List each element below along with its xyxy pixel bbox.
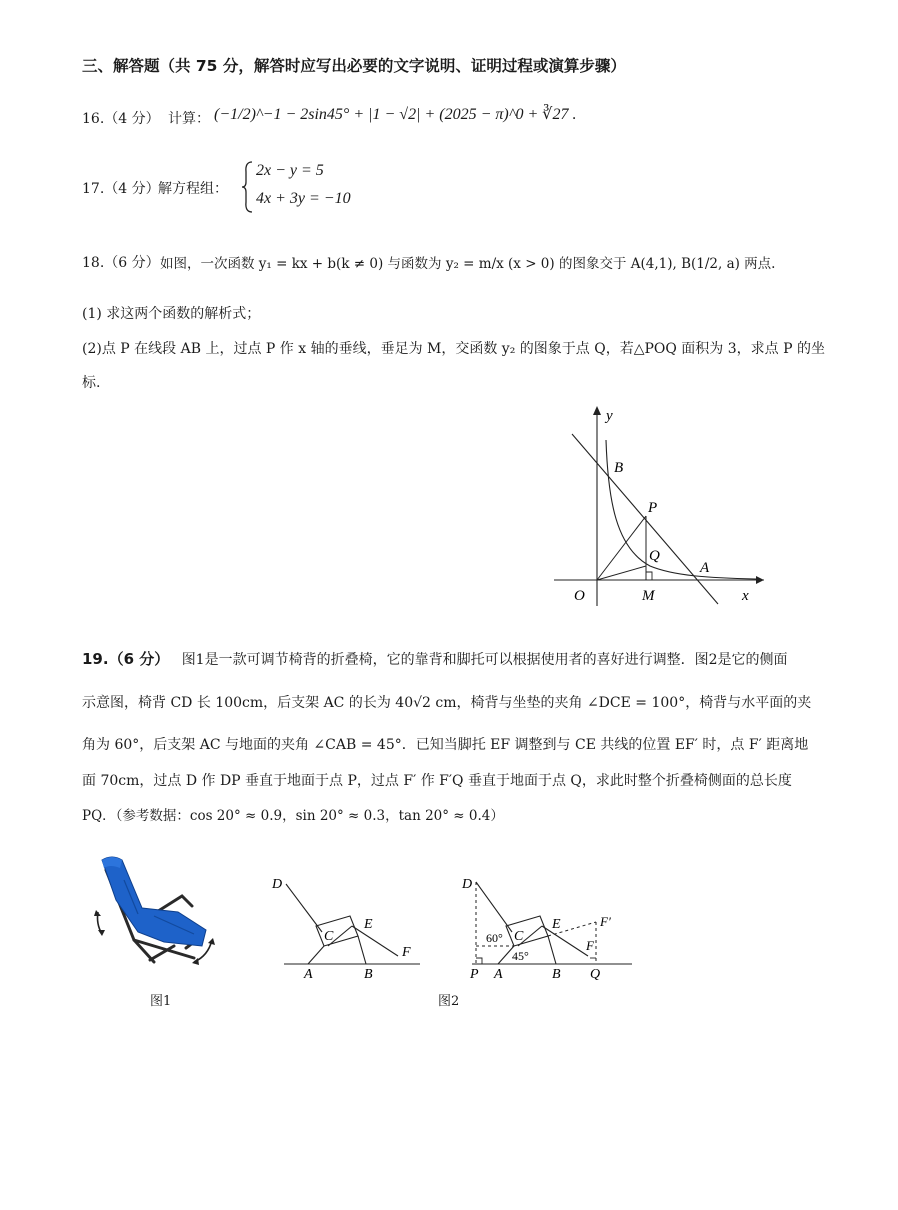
fig-b-label-q: Q <box>590 967 601 980</box>
line-ab <box>572 434 718 604</box>
label-b: B <box>614 460 624 476</box>
q19-line4: 面 70cm，过点 D 作 DP 垂直于地面于点 P，过点 F′ 作 F′Q 垂直于地面于点 Q，求此时整个折叠椅侧面的总长度 <box>82 773 792 789</box>
fig-b-label-f: F <box>586 938 594 953</box>
q16-expression: (−1/2)^−1 − 2sin45° + |1 − √2| + (2025 − π)^0 + ∛27 . <box>214 106 577 123</box>
x-axis-arrow-icon <box>756 576 764 584</box>
q17-equation-2: 4x + 3y = −10 <box>256 190 351 207</box>
q19-line1-text: 图1是一款可调节椅背的折叠椅，它的靠背和脚托可以根据使用者的喜好进行调整．图2是它的侧面 <box>181 652 788 668</box>
label-y: y <box>606 408 613 424</box>
label-p: P <box>648 500 658 516</box>
fig-a-label-d: D <box>272 877 283 892</box>
fig-a-label-e: E <box>364 917 373 932</box>
fig-a-label-a: A <box>304 967 313 980</box>
label-q: Q <box>649 548 660 564</box>
fig2-caption: 图2 <box>438 994 460 1009</box>
fig1-caption: 图1 <box>150 994 172 1009</box>
fig-b-angle-60: 60° <box>486 931 503 945</box>
right-angle-mark-icon <box>646 572 652 580</box>
q16-prompt: 计算： <box>168 111 210 127</box>
q16-number: 16.（4 分） <box>82 111 160 127</box>
hyperbola-curve <box>606 440 756 579</box>
fig-b-label-f-prime: F′ <box>600 914 611 929</box>
q18-part2: (2)点 P 在线段 AB 上，过点 P 作 x 轴的垂线，垂足为 M，交函数 y₂ 的图象于点 Q，若△POQ 面积为 3，求点 P 的坐 <box>82 341 825 357</box>
fig-a-label-f: F <box>402 945 411 960</box>
segment-op <box>597 516 646 580</box>
q19-line5: PQ．（参考数据：cos 20° ≈ 0.9，sin 20° ≈ 0.3，tan 20° ≈ 0.4） <box>82 808 504 824</box>
backrest-dc <box>286 884 322 932</box>
q19-line3: 角为 60°，后支架 AC 与地面的夹角 ∠CAB = 45°．已知当脚托 EF 调整到与 CE 共线的位置 EF′ 时，点 F′ 距离地 <box>82 737 809 753</box>
fig-b-label-c: C <box>514 929 524 944</box>
fig-b-label-a: A <box>494 967 503 980</box>
q18-part2-end: 标. <box>82 375 101 391</box>
label-m: M <box>642 588 655 604</box>
q17-number: 17.（4 分） <box>82 181 160 197</box>
seat-panel <box>316 916 358 946</box>
q18-part1: (1) 求这两个函数的解析式； <box>82 306 261 322</box>
fig-a-label-b: B <box>364 967 373 980</box>
backrest-dc <box>476 882 512 932</box>
section-heading: 三、解答题（共 75 分，解答时应写出必要的文字说明、证明过程或演算步骤） <box>82 57 626 75</box>
y-axis-arrow-icon <box>593 406 601 415</box>
fig-b-label-d: D <box>462 877 473 892</box>
q19-line2: 示意图，椅背 CD 长 100cm，后支架 AC 的长为 40√2 cm，椅背与坐垫的夹角 ∠DCE = 100°，椅背与水平面的夹 <box>82 695 812 711</box>
q19-number: 19.（6 分） <box>82 650 170 668</box>
front-leg <box>358 936 366 964</box>
fig-b-label-b: B <box>552 967 561 980</box>
segment-oq <box>597 566 646 580</box>
fig-a-label-c: C <box>324 929 334 944</box>
fig-b-angle-45: 45° <box>512 949 529 963</box>
q18-number: 18.（6 分） <box>82 255 160 271</box>
chair-schematic-b <box>456 870 636 980</box>
q17-prompt: 解方程组： <box>158 181 228 197</box>
label-o: O <box>574 588 585 604</box>
folding-chair-photo <box>94 850 220 968</box>
brace-icon <box>240 160 256 214</box>
seat-panel <box>506 916 548 946</box>
fig-b-label-p: P <box>470 967 479 980</box>
q18-graph <box>550 400 770 610</box>
chair-schematic-a <box>266 870 426 980</box>
right-angle-p-icon <box>476 958 482 964</box>
rear-leg-ac <box>308 946 324 964</box>
q19-line1 <box>82 648 788 669</box>
q17-equation-1: 2x − y = 5 <box>256 162 324 179</box>
label-x: x <box>742 588 749 604</box>
q18-text: 如图，一次函数 y₁ = kx + b(k ≠ 0) 与函数为 y₂ = m/x (x > 0) 的图象交于 A(4,1), B(1/2, a) 两点. <box>160 256 776 272</box>
front-leg <box>548 936 556 964</box>
fig-b-label-e: E <box>552 917 561 932</box>
label-a: A <box>700 560 710 576</box>
